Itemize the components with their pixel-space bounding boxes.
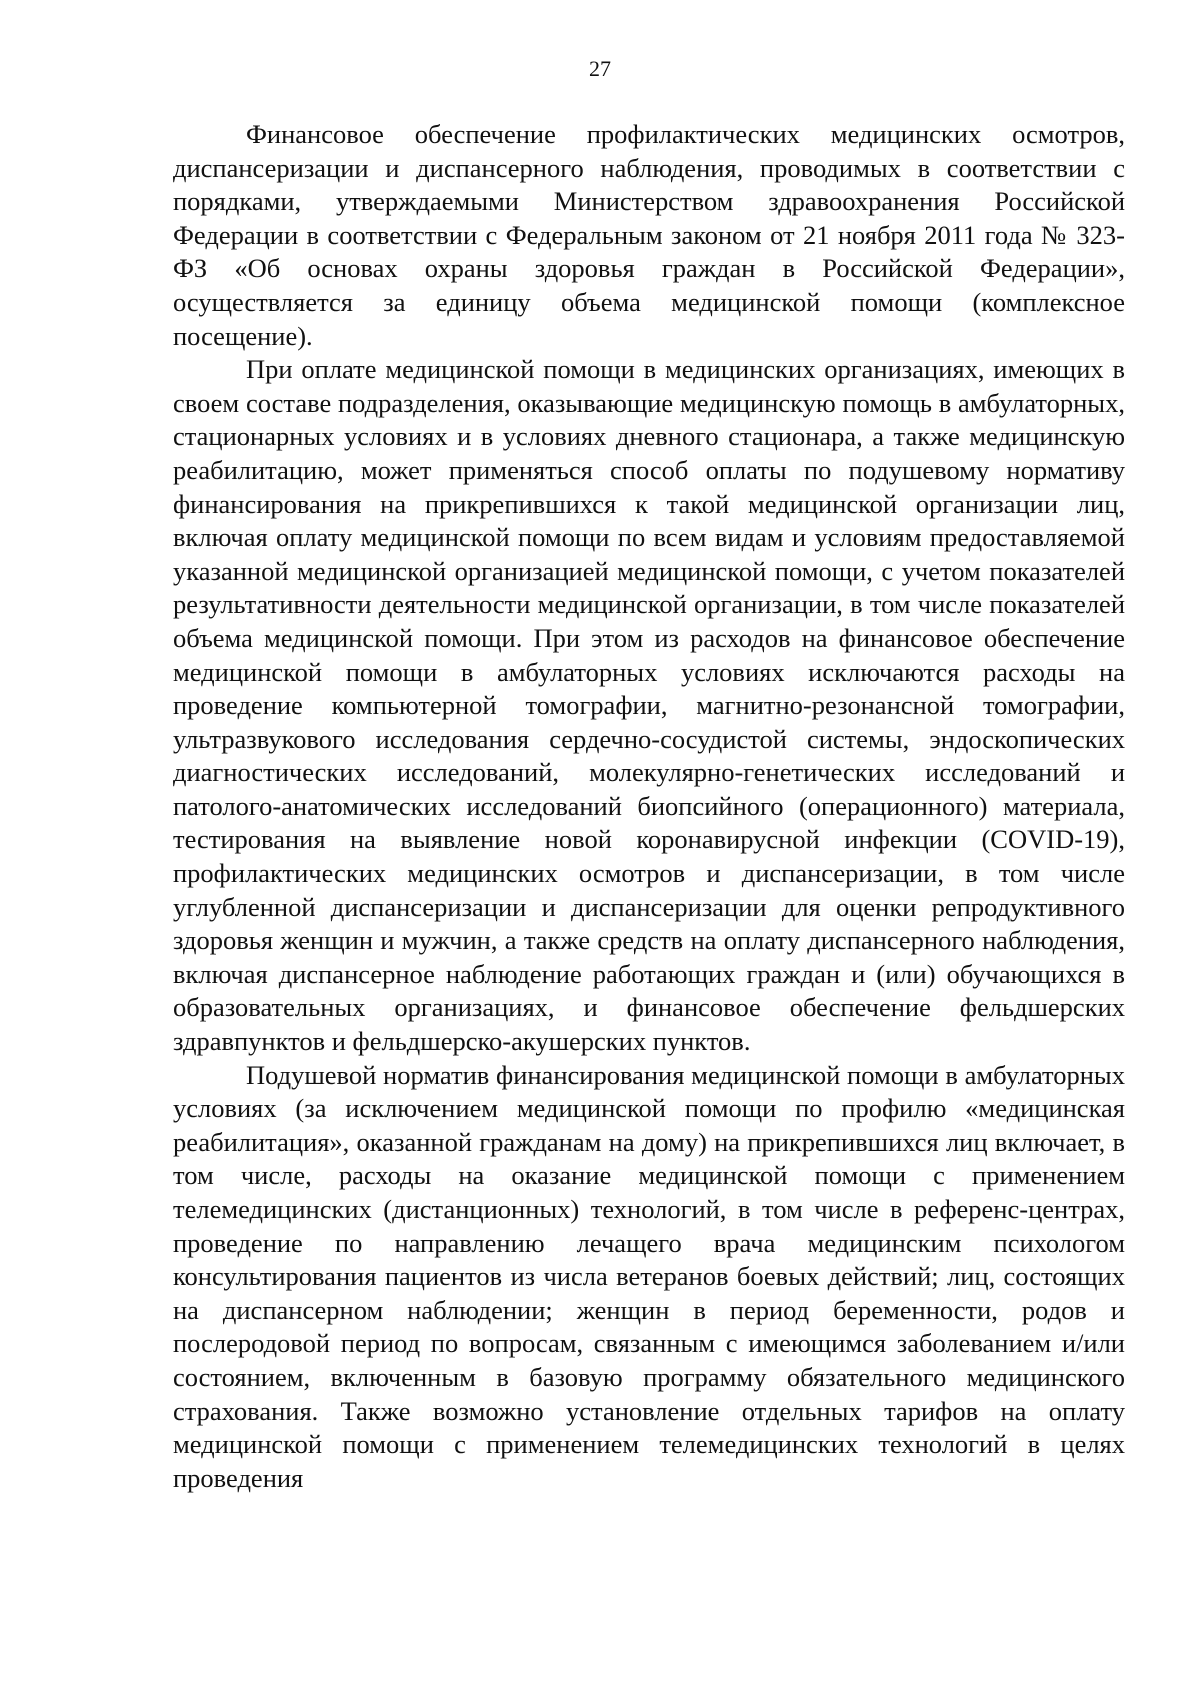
paragraph-per-capita-standard-telemedicine: Подушевой норматив финансирования медицинской помощи в амбулаторных условиях (за исключением медицинской помощи по профилю «медицинская реабилитация», оказанной гражданам на дому) на прикрепившихся лиц включает, в том числе, расходы на оказание медицинской помощи с применением телемедицинских (дистанционных) технологий, в том числе в референс-центрах, проведение по направлению лечащего врача медицинским психологом консультирования пациентов из числа ветеранов боевых действий; лиц, состоящих на диспансерном наблюдении; женщин в период беременности, родов и послеродовой период по вопросам, связанным с имеющимся заболеванием и/или состоянием, включенным в базовую программу обязательного медицинского страхования. Также возможно установление отдельных тарифов на оплату медицинской помощи с применением телемедицинских технологий в целях проведения xyxy=(173,1059,1125,1493)
paragraph-preventive-examinations-financing: Финансовое обеспечение профилактических медицинских осмотров, диспансеризации и диспансерного наблюдения, проводимых в соответствии с порядками, утверждаемыми Министерством здравоохранения Российской Федерации в соответствии с Федеральным законом от 21 ноября 2011 года № 323-ФЗ «Об основах охраны здоровья граждан в Российской Федерации», осуществляется за единицу объема медицинской помощи (комплексное посещение). xyxy=(173,119,1125,351)
document-body xyxy=(173,118,1125,1495)
paragraph-per-capita-payment-method: При оплате медицинской помощи в медицинских организациях, имеющих в своем составе подразделения, оказывающие медицинскую помощь в амбулаторных, стационарных условиях и в условиях дневного стационара, а также медицинскую реабилитацию, может применяться способ оплаты по подушевому нормативу финансирования на прикрепившихся к такой медицинской организации лиц, включая оплату медицинской помощи по всем видам и условиям предоставляемой указанной медицинской организацией медицинской помощи, с учетом показателей результативности деятельности медицинской организации, в том числе показателей объема медицинской помощи. При этом из расходов на финансовое обеспечение медицинской помощи в амбулаторных условиях исключаются расходы на проведение компьютерной томографии, магнитно-резонансной томографии, ультразвукового исследования сердечно-сосудистой системы, эндоскопических диагностических исследований, молекулярно-генетических исследований и патолого-анатомических исследований биопсийного (операционного) материала, тестирования на выявление новой коронавирусной инфекции (COVID-19), профилактических медицинских осмотров и диспансеризации, в том числе углубленной диспансеризации и диспансеризации для оценки репродуктивного здоровья женщин и мужчин, а также средств на оплату диспансерного наблюдения, включая диспансерное наблюдение работающих граждан и (или) обучающихся в образовательных организациях, и финансовое обеспечение фельдшерских здравпунктов и фельдшерско-акушерских пунктов. xyxy=(173,354,1125,1057)
page-number: 27 xyxy=(589,56,611,81)
